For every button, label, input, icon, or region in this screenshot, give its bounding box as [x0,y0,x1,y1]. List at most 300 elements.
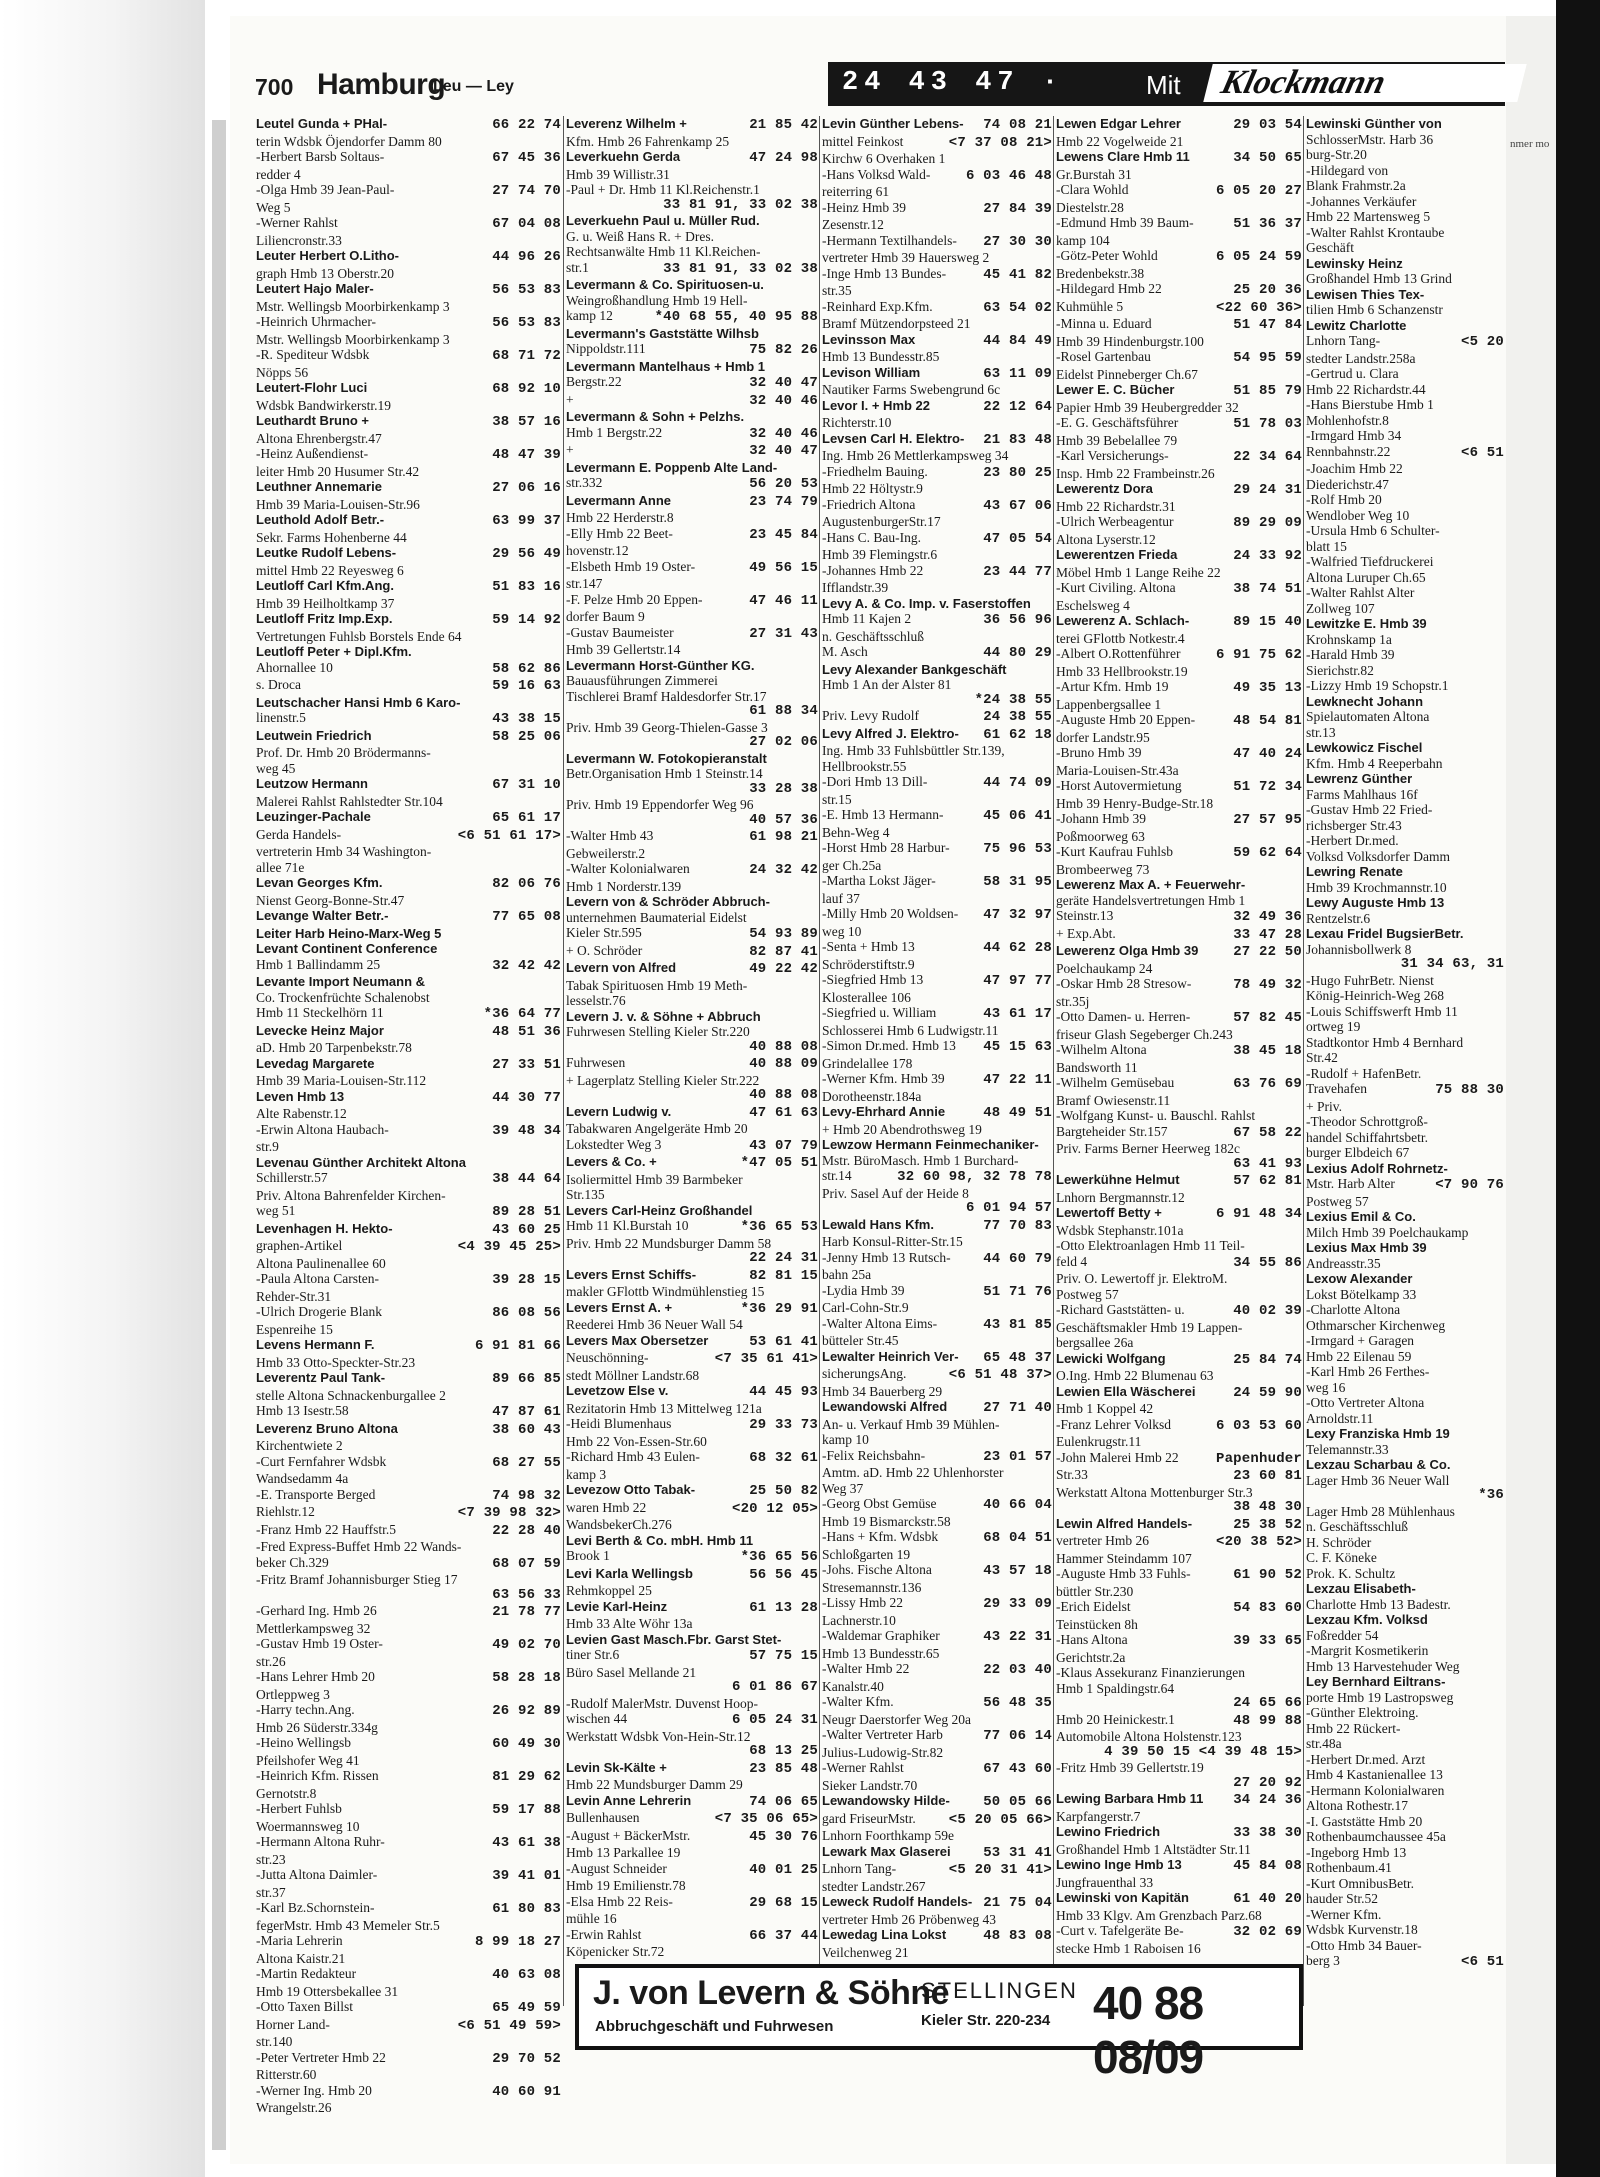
directory-entry [822,1529,1052,1547]
directory-entry [822,316,1052,332]
directory-entry [256,1819,561,1835]
entry-text: Malerei Rahlst Rahlstedter Str.104 [256,793,443,809]
entry-text: Zollweg 107 [1306,600,1375,616]
entry-text: Levange Walter Betr.- [256,908,389,923]
entry-text: Eidelst Pinneberger Ch.67 [1056,366,1198,382]
directory-entry [256,512,561,530]
directory-entry [256,167,561,183]
directory-entry [1306,1114,1504,1130]
directory-entry [1306,397,1504,413]
directory-entry [1056,862,1302,878]
entry-phone: 27 31 43 [749,625,818,642]
entry-text: -Gustav Hmb 22 Fried- [1306,802,1433,817]
entry-text: Werkstatt Wdsbk Von-Hein-Str.12 [566,1728,751,1744]
directory-entry [256,1768,561,1786]
directory-entry [1306,740,1504,756]
entry-phone: 67 04 08 [492,216,561,232]
directory-entry [566,1828,818,1846]
directory-entry [1056,415,1302,433]
entry-text: -Hans + Kfm. Wdsbk [822,1529,939,1544]
directory-entry [566,198,818,214]
entry-phone: 39 33 65 [1233,1633,1302,1649]
directory-entry [822,629,1052,645]
entry-phone: 24 38 55 [983,709,1052,725]
entry-text: Hmb 39 Maria-Louisen-Str.112 [256,1073,427,1088]
directory-entry [256,347,561,365]
entry-phone: 40 01 25 [749,1861,818,1878]
directory-entry [256,563,561,579]
entry-phone: 86 08 56 [492,1305,561,1321]
entry-text: -Johannes Hmb 22 [822,562,924,578]
entry-text: Andreasstr.35 [1306,1255,1381,1271]
directory-entry [1306,413,1504,429]
entry-phone: 43 07 79 [749,1137,818,1154]
entry-phone: 45 15 63 [983,1039,1052,1055]
entry-phone: 54 93 89 [749,926,818,942]
entry-text: -Otto Damen- u. Herren- [1056,1009,1191,1024]
ad-phone-number: 24 43 47 · [842,68,1065,98]
directory-entry [566,993,818,1009]
entry-phone: 25 20 36 [1233,282,1302,298]
directory-entry [1056,1566,1302,1584]
entry-text: beker Ch.329 [256,1554,329,1570]
directory-entry [256,1753,561,1769]
entry-text: -Klaus Assekuranz Finanzierungen [1056,1665,1245,1680]
entry-text: Travehafen [1306,1081,1367,1096]
directory-entry [1306,225,1504,241]
entry-phone: 43 81 85 [983,1316,1052,1333]
directory-entry [1306,1938,1504,1954]
directory-entry [822,365,1052,383]
entry-text: Kfm. Hmb 26 Fahrenkamp 25 [566,133,730,149]
entry-text: Brombeerweg 73 [1056,861,1150,877]
entry-text: Lexzau Scharbau & Co. [1306,1457,1451,1472]
entry-text: str.1 [566,259,589,275]
directory-entry [822,774,1052,792]
entry-phone: <7 39 98 32> [457,1505,561,1521]
entry-text: Levermann & Sohn + Pelzhs. [566,409,745,424]
entry-text: -E. G. Geschäftsführer [1056,415,1179,430]
entry-text: burger Elbdeich 67 [1306,1145,1410,1160]
entry-text: Alte Rabenstr.12 [256,1106,347,1121]
directory-entry [256,1322,561,1338]
directory-entry [1056,1434,1302,1450]
directory-entry [566,475,818,493]
entry-phone: 78 49 32 [1233,977,1302,993]
directory-entry [822,1912,1052,1928]
entry-text: -Auguste Hmb 20 Eppen- [1056,712,1196,727]
directory-entry [1306,1130,1504,1146]
directory-entry [1306,895,1504,911]
entry-text: blatt 15 [1306,538,1347,554]
entry-text: Lnhorn Foorthkamp 59e [822,1828,954,1843]
entry-text: Lewitz Charlotte [1306,317,1407,333]
entry-text: linenstr.5 [256,710,306,725]
entry-text: Hmb 1 Koppel 42 [1056,1401,1154,1416]
entry-text: vertreter Hmb 26 [1056,1533,1149,1548]
directory-entry [1306,942,1504,958]
entry-phone: 48 49 51 [983,1105,1052,1121]
entry-text: Mstr. BüroMasch. Hmb 1 Burchard- [822,1152,1019,1168]
entry-phone: 49 22 42 [749,961,818,977]
entry-phone: 82 06 76 [492,876,561,892]
entry-phone: <5 20 31 41> [948,1862,1052,1878]
entry-text: terin Wdsbk Öjendorfer Damm 80 [256,133,442,149]
directory-entry [822,1879,1052,1895]
directory-entry [1306,1953,1504,1971]
entry-text: Telemannstr.33 [1306,1441,1389,1457]
entry-text: mittel Feinkost [822,133,904,149]
entry-phone: 43 57 18 [983,1563,1052,1579]
entry-text: -Walfried Tiefdruckerei [1306,554,1434,569]
entry-text: str.140 [256,2034,293,2049]
entry-phone: 33 81 91, 33 02 38 [663,196,818,213]
directory-entry [1306,1066,1504,1082]
entry-text: Pfeilshofer Weg 41 [256,1752,360,1768]
directory-entry [256,1289,561,1305]
entry-text: n. Geschäftsschluß [1306,1519,1408,1534]
directory-entry [1056,1824,1302,1842]
entry-text: bütteler Str.45 [822,1333,899,1348]
directory-entry [1306,492,1504,508]
entry-text: Geschäftsmakler Hmb 19 Lappen- [1056,1319,1243,1335]
entry-phone: *36 [1478,1487,1504,1503]
directory-entry [822,1465,1052,1481]
entry-phone: <7 35 06 65> [714,1811,818,1827]
entry-text: -Franz Hmb 22 Hauffstr.5 [256,1521,396,1537]
directory-entry [822,283,1052,299]
directory-entry [1306,725,1504,741]
entry-phone: 33 47 28 [1233,926,1302,943]
directory-entry [822,1448,1052,1466]
entry-text: Hmb 11 Kl.Burstah 10 [566,1218,689,1233]
entry-text: Hmb 1 Ballindamm 25 [256,956,381,972]
entry-text: Kuhmühle 5 [1056,298,1124,314]
entry-phone: 67 31 10 [492,777,561,793]
entry-text: -Hildegard Hmb 22 [1056,281,1162,296]
entry-text: kamp 10 [822,1432,869,1447]
entry-text: Prok. K. Schultz [1306,1565,1396,1581]
column-rule [1303,116,1304,2006]
directory-entry [1056,1809,1302,1825]
entry-text: Altona Ehrenbergstr.47 [256,430,382,446]
directory-entry [1306,1473,1504,1489]
directory-entry [1056,796,1302,812]
entry-phone: 59 16 63 [492,678,561,694]
directory-entry [566,978,818,994]
directory-entry [256,1388,561,1404]
directory-entry [1306,1860,1504,1876]
directory-entry [256,266,561,282]
entry-text: -Erwin Altona Haubach- [256,1121,389,1137]
entry-phone: 61 80 83 [492,1901,561,1917]
entry-text: Levante Import Neumann & [256,974,426,989]
directory-entry [256,695,561,711]
entry-text: str.23 [256,1851,286,1867]
entry-phone: <7 35 61 41> [714,1351,818,1367]
entry-text: Priv. Sasel Auf der Heide 8 [822,1185,969,1201]
entry-phone: 51 83 16 [492,579,561,595]
directory-entry [1056,1157,1302,1173]
entry-text: Leutel Gunda + PHal- [256,116,388,131]
entry-text: Wdsbk Stephanstr.101a [1056,1222,1184,1238]
directory-entry [1056,1335,1302,1351]
entry-phone: 48 54 81 [1233,713,1302,729]
entry-text: Nöpps 56 [256,364,309,380]
directory-entry [1306,1643,1504,1659]
entry-text: Lexius Emil & Co. [1306,1209,1416,1224]
entry-text: Dorotheenstr.184a [822,1088,922,1104]
entry-phone: 34 55 86 [1233,1254,1302,1271]
entry-phone: <20 38 52> [1215,1534,1302,1550]
directory-entry [256,761,561,777]
entry-phone: 40 88 08 [749,1087,818,1103]
entry-text: -Inge Hmb 13 Bundes- [822,265,947,281]
entry-text: Hmb 13 Isestr.58 [256,1403,349,1418]
entry-text: Hmb 13 Parkallee 19 [566,1845,681,1860]
directory-entry [1306,1457,1504,1473]
entry-text: dorfer Landstr.95 [1056,729,1150,745]
entry-text: leiter Hmb 20 Husumer Str.42 [256,463,420,479]
entry-text: -Felix Reichsbahn- [822,1447,926,1463]
entry-text: str.13 [1306,724,1336,740]
entry-text: handel Schiffahrtsbetr. [1306,1129,1428,1145]
directory-entry [256,875,561,893]
entry-text: -Hildegard von [1306,162,1389,178]
entry-phone: 56 20 53 [749,476,818,492]
entry-text: Hmb 34 Bauerberg 29 [822,1383,943,1399]
directory-entry [256,545,561,563]
entry-phone: 54 83 60 [1233,1600,1302,1616]
directory-entry [566,960,818,978]
entry-text: -Martin Redakteur [256,1966,357,1981]
entry-text: -Harry techn.Ang. [256,1702,355,1717]
directory-entry [566,510,818,526]
entry-text: Tabak Spirituosen Hmb 19 Meth- [566,977,748,993]
entry-text: -Auguste Hmb 33 Fuhls- [1056,1566,1191,1581]
entry-text: Rentzelstr.6 [1306,910,1371,926]
entry-text: Büro Sasel Mellande 21 [566,1664,697,1680]
entry-text: Foßredder 54 [1306,1627,1379,1643]
directory-entry [256,827,561,845]
entry-text: Lexy Franziska Hmb 19 [1306,1426,1450,1441]
entry-phone: 44 80 29 [983,645,1052,661]
directory-entry [1056,1665,1302,1681]
entry-text: Lokstedter Weg 3 [566,1136,662,1152]
entry-text: Levor I. + Hmb 22 [822,397,931,413]
entry-phone: 31 34 63, 31 [1400,956,1504,972]
entry-text: weg 51 [256,1203,296,1218]
entry-text: + Lagerplatz Stelling Kieler Str.222 [566,1072,760,1088]
directory-entry [256,1555,561,1573]
directory-entry [256,1687,561,1703]
entry-text: Lewalter Heinrich Ver- [822,1348,959,1364]
entry-text: SchlosserMstr. Harb 36 [1306,131,1434,147]
directory-entry [256,809,561,827]
directory-entry [566,1300,818,1318]
directory-entry [256,941,561,957]
entry-phone: 22 34 64 [1233,449,1302,465]
entry-text: -Walter Kolonialwaren [566,861,690,876]
entry-text: Altona Kaistr.21 [256,1950,346,1966]
entry-text: n. Geschäftsschluß [822,628,924,644]
directory-entry [822,1679,1052,1695]
directory-entry [1306,709,1504,725]
directory-entry [1306,1194,1504,1210]
directory-entry [566,925,818,943]
entry-phone: 32 42 42 [492,957,561,974]
directory-entry [566,1088,818,1104]
entry-text: -Karl Bz.Schornstein- [256,1900,375,1915]
directory-entry [256,1256,561,1272]
directory-entry [1306,1035,1504,1051]
entry-text: -Herbert Fuhlsb [256,1801,342,1816]
directory-entry [566,1040,818,1056]
directory-entry [1056,1760,1302,1776]
directory-entry [1056,1842,1302,1858]
entry-text: s. Droca [256,677,301,692]
entry-text: Levin Sk-Kälte + [566,1759,667,1775]
entry-text: Lewertoff Betty + [1056,1205,1162,1220]
entry-text: -Joachim Hmb 22 [1306,461,1403,476]
entry-text: -Hans Bierstube Hmb 1 [1306,397,1434,412]
entry-phone: 65 49 59 [492,2000,561,2016]
entry-text: -Elly Hmb 22 Beet- [566,525,673,541]
directory-entry [566,213,818,229]
entry-phone: 50 05 66 [983,1794,1052,1810]
directory-entry [566,1793,818,1811]
entry-text: -Wilhelm Altona [1056,1042,1147,1057]
directory-entry [566,149,818,167]
entry-phone: 47 05 54 [983,530,1052,547]
entry-phone: 38 57 16 [492,414,561,430]
directory-entry [566,1878,818,1894]
directory-entry [1306,1845,1504,1861]
directory-entry [822,743,1052,759]
directory-entry [822,116,1052,134]
directory-entry [566,1172,818,1188]
entry-text: Weingroßhandlung Hmb 19 Hell- [566,292,748,308]
entry-text: Arnoldstr.11 [1306,1410,1374,1426]
directory-entry [1306,523,1504,539]
directory-entry [1306,849,1504,865]
directory-entry [256,365,561,381]
entry-text: Diestelstr.28 [1056,199,1124,215]
entry-text: Steinstr.13 [1056,908,1114,923]
entry-text: -Werner Rahlst [256,215,338,230]
entry-phone: 58 25 06 [492,728,561,745]
entry-phone: 47 97 77 [983,973,1052,989]
entry-phone: 34 24 36 [1233,1792,1302,1808]
entry-text: wischen 44 [566,1711,628,1726]
directory-entry [256,1040,561,1056]
entry-text: Automobile Altona Holstenstr.123 [1056,1729,1242,1744]
entry-text: Rehmkoppel 25 [566,1583,652,1598]
directory-entry [1056,580,1302,598]
entry-text: -Johann Hmb 39 [1056,811,1146,826]
directory-entry [822,708,1052,726]
adjacent-page-edge [1506,16,1556,2164]
entry-text: -Albert O.Rottenführer [1056,646,1181,661]
directory-entry [566,1350,818,1368]
directory-entry [1306,302,1504,318]
entry-text: Leven Hmb 13 [256,1088,345,1104]
directory-entry [1056,976,1302,994]
directory-entry [1306,1176,1504,1194]
entry-text: Priv. Hmb 22 Mundsburger Damm 58 [566,1235,772,1251]
entry-text: Farms Mahlhaus 16f [1306,786,1418,802]
entry-phone: 51 47 84 [1233,317,1302,333]
directory-entry [1306,209,1504,225]
directory-entry [256,728,561,746]
directory-entry [566,244,818,260]
directory-entry [566,1744,818,1760]
directory-entry [256,860,561,876]
directory-entry [256,1203,561,1221]
directory-entry [1306,444,1504,462]
directory-entry [256,1522,561,1540]
directory-entry [256,1238,561,1256]
directory-entry [256,530,561,546]
entry-text: waren Hmb 22 [566,1499,647,1515]
entry-phone: *36 29 91 [740,1300,818,1317]
entry-text: Lewerenz Max A. + Feuerwehr- [1056,877,1246,892]
directory-entry [1056,1368,1302,1384]
directory-entry [1056,943,1302,961]
entry-text: Levin Günther Lebens- [822,116,964,131]
entry-text: Lokst Bötelkamp 33 [1306,1286,1417,1302]
directory-entry [566,1137,818,1155]
entry-text: Leutloff Fritz Imp.Exp. [256,611,393,626]
directory-entry [822,266,1052,284]
entry-text: Hmb 1 An der Alster 81 [822,677,952,692]
entry-text: Hmb 19 Emilienstr.78 [566,1878,686,1893]
entry-text: Gerichtstr.2a [1056,1649,1126,1665]
directory-entry [1056,316,1302,334]
entry-phone: 29 03 54 [1233,117,1302,133]
entry-text: M. Asch [822,644,868,659]
entry-text: Lappenbergsallee 1 [1056,696,1162,712]
entry-text: Wendlober Weg 10 [1306,507,1410,523]
entry-text: -Milly Hmb 20 Woldsen- [822,906,959,921]
directory-entry [256,1720,561,1736]
entry-text: mühle 16 [566,1911,617,1926]
entry-text: -Louis Schiffswerft Hmb 11 [1306,1003,1458,1019]
entry-text: str.35j [1056,993,1090,1009]
directory-entry [822,299,1052,317]
entry-phone: 6 01 86 67 [731,1679,818,1695]
entry-text: kamp 3 [566,1466,607,1482]
entry-text: + Exp.Abt. [1056,925,1116,941]
directory-entry [1056,547,1302,565]
entry-text: str.48a [1306,1736,1342,1751]
entry-text: Fuhrwesen Stelling Kieler Str.220 [566,1024,750,1039]
directory-entry [1056,1108,1302,1124]
entry-text: lauf 37 [822,890,860,906]
entry-phone: 67 45 36 [492,150,561,166]
entry-text: Maria-Louisen-Str.43a [1056,762,1179,778]
directory-entry [822,1628,1052,1646]
directory-entry [822,924,1052,940]
directory-entry [566,442,818,460]
entry-phone: 61 62 18 [983,726,1052,743]
entry-text: -R. Spediteur Wdsbk [256,347,370,362]
directory-entry [1056,1302,1302,1320]
entry-text: Hmb 39 Henry-Budge-Str.18 [1056,795,1214,811]
directory-entry [566,116,818,134]
directory-entry [1306,1050,1504,1066]
entry-phone: 29 33 09 [983,1596,1052,1612]
